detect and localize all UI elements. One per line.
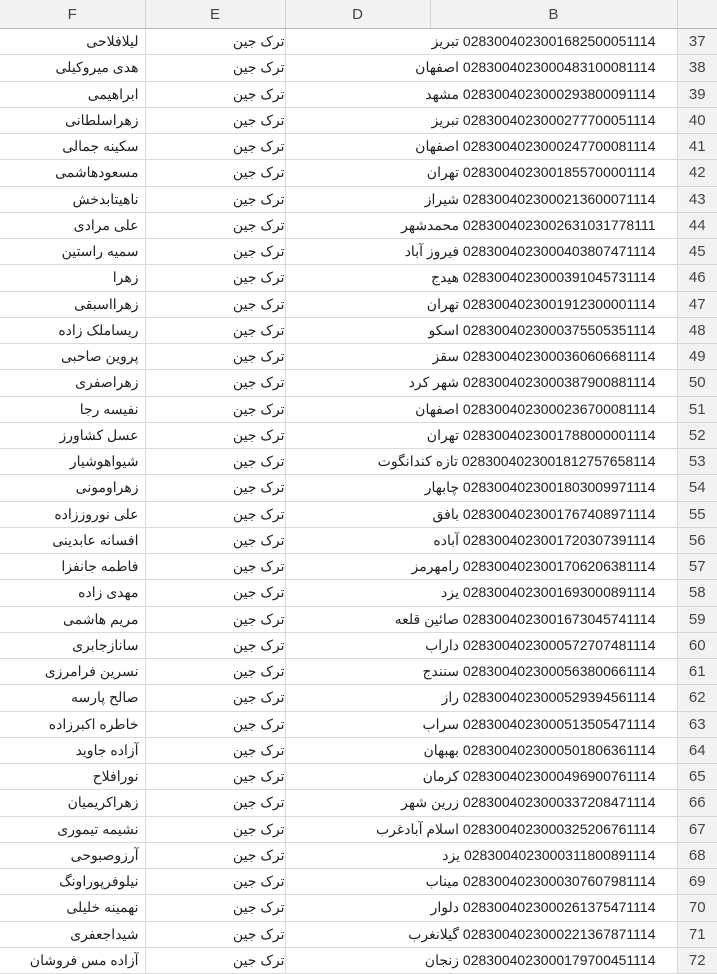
- city-name: زرین شهر: [401, 794, 460, 811]
- cell-code[interactable]: [285, 606, 677, 632]
- cell-code[interactable]: [285, 317, 677, 343]
- cell-tag[interactable]: ترک جین: [145, 160, 285, 186]
- code-number: 0283004023000501806361114: [462, 741, 656, 758]
- cell-tag[interactable]: ترک جین: [145, 580, 285, 606]
- table-row: [0, 29, 717, 55]
- cell-code[interactable]: [285, 29, 677, 55]
- table-row: [0, 632, 717, 658]
- cell-name[interactable]: هدی میروکیلی: [0, 55, 145, 81]
- table-row: [0, 764, 717, 790]
- row-number[interactable]: 69: [677, 869, 717, 895]
- table-row: [0, 580, 717, 606]
- cell-tag[interactable]: ترک جین: [145, 869, 285, 895]
- cell-tag[interactable]: ترک جین: [145, 895, 285, 921]
- code-number: 0283004023000403807471114: [462, 243, 656, 260]
- city-name: رامهرمز: [411, 558, 460, 575]
- city-name: تهران: [426, 164, 460, 181]
- cell-tag[interactable]: ترک جین: [145, 685, 285, 711]
- row-number[interactable]: 58: [677, 580, 717, 606]
- city-name: تازه کندانگوت: [377, 453, 458, 470]
- row-number[interactable]: 68: [677, 842, 717, 868]
- cell-tag[interactable]: ترک جین: [145, 475, 285, 501]
- cell-code[interactable]: [285, 659, 677, 685]
- city-name: بهبهان: [423, 741, 460, 758]
- cell-code[interactable]: [285, 632, 677, 658]
- cell-name[interactable]: ناهیتابدخش: [0, 186, 145, 212]
- cell-name[interactable]: آزاده مس فروشان: [0, 947, 145, 973]
- table-row: [0, 81, 717, 107]
- row-number[interactable]: 40: [677, 107, 717, 133]
- row-number[interactable]: 37: [677, 29, 717, 55]
- cell-name[interactable]: زهراکریمیان: [0, 790, 145, 816]
- cell-tag[interactable]: ترک جین: [145, 134, 285, 160]
- cell-tag[interactable]: ترک جین: [145, 107, 285, 133]
- code-number: 0283004023000261375471114: [462, 899, 656, 916]
- code-number: 0283004023000179700451114: [462, 951, 656, 968]
- cell-name[interactable]: ابراهیمی: [0, 81, 145, 107]
- city-name: تهران: [426, 295, 460, 312]
- code-number: 0283004023000496900761114: [462, 768, 656, 785]
- cell-tag[interactable]: ترک جین: [145, 711, 285, 737]
- table-row: [0, 370, 717, 396]
- row-number[interactable]: 53: [677, 449, 717, 475]
- city-name: شهر کرد: [408, 374, 460, 391]
- cell-code[interactable]: [285, 685, 677, 711]
- cell-name[interactable]: علی مرادی: [0, 212, 145, 238]
- table-row: [0, 790, 717, 816]
- code-number: 0283004023001812757658114: [461, 453, 656, 470]
- table-row: [0, 212, 717, 238]
- code-number: 0283004023001673045741114: [462, 610, 656, 627]
- row-number[interactable]: 39: [677, 81, 717, 107]
- row-number[interactable]: 51: [677, 396, 717, 422]
- code-number: 0283004023000293800091114: [462, 85, 656, 102]
- column-header-d[interactable]: D: [285, 0, 430, 29]
- cell-code[interactable]: [285, 396, 677, 422]
- cell-tag[interactable]: ترک جین: [145, 344, 285, 370]
- table-row: [0, 107, 717, 133]
- code-number: 0283004023001767408971114: [462, 505, 656, 522]
- cell-tag[interactable]: ترک جین: [145, 212, 285, 238]
- code-number: 0283004023000277700051114: [462, 111, 656, 128]
- cell-name[interactable]: شیداجعفری: [0, 921, 145, 947]
- cell-name[interactable]: نورافلاح: [0, 764, 145, 790]
- city-name: تبریز: [431, 111, 460, 128]
- table-row: [0, 921, 717, 947]
- city-name: دلوار: [430, 899, 460, 916]
- cell-name[interactable]: علی نوروززاده: [0, 501, 145, 527]
- table-row: [0, 501, 717, 527]
- column-header-e[interactable]: E: [145, 0, 285, 29]
- cell-tag[interactable]: ترک جین: [145, 291, 285, 317]
- city-name: اصفهان: [415, 59, 460, 76]
- cell-name[interactable]: نیلوفرپوراونگ: [0, 869, 145, 895]
- row-number[interactable]: 42: [677, 160, 717, 186]
- code-number: 0283004023000236700081114: [462, 400, 656, 417]
- table-row: [0, 160, 717, 186]
- row-number[interactable]: 45: [677, 239, 717, 265]
- code-number: 0283004023000311800891114: [463, 846, 656, 863]
- city-name: فیروز آباد: [404, 243, 460, 260]
- row-number[interactable]: 47: [677, 291, 717, 317]
- code-number: 0283004023000572707481114: [462, 636, 656, 653]
- cell-tag[interactable]: ترک جین: [145, 81, 285, 107]
- table-row: [0, 186, 717, 212]
- cell-code[interactable]: [285, 947, 677, 973]
- cell-tag[interactable]: ترک جین: [145, 947, 285, 973]
- table-row: [0, 291, 717, 317]
- cell-code[interactable]: [285, 81, 677, 107]
- cell-tag[interactable]: ترک جین: [145, 239, 285, 265]
- cell-code[interactable]: [285, 422, 677, 448]
- row-number[interactable]: 63: [677, 711, 717, 737]
- code-number: 0283004023000483100081114: [462, 59, 656, 76]
- city-name: داراب: [425, 636, 460, 653]
- cell-code[interactable]: [285, 291, 677, 317]
- row-number[interactable]: 66: [677, 790, 717, 816]
- cell-name[interactable]: شیواهوشیار: [0, 449, 145, 475]
- code-number: 0283004023000360606681114: [462, 348, 656, 365]
- table-row: [0, 317, 717, 343]
- cell-code[interactable]: [285, 186, 677, 212]
- city-name: مشهد: [425, 85, 460, 102]
- code-number: 0283004023001788000001114: [462, 426, 656, 443]
- table-row: [0, 869, 717, 895]
- code-number: 0283004023000375505351114: [462, 321, 656, 338]
- code-number: 0283004023000391045731114: [462, 269, 656, 286]
- cell-code[interactable]: [285, 895, 677, 921]
- table-row: [0, 606, 717, 632]
- city-name: راز: [441, 689, 460, 706]
- table-row: [0, 422, 717, 448]
- cell-code[interactable]: [285, 790, 677, 816]
- cell-code[interactable]: [285, 475, 677, 501]
- code-number: 0283004023000387900881114: [462, 374, 656, 391]
- city-name: بافق: [432, 505, 460, 522]
- row-number[interactable]: 60: [677, 632, 717, 658]
- cell-tag[interactable]: ترک جین: [145, 186, 285, 212]
- table-row: [0, 344, 717, 370]
- row-number[interactable]: 71: [677, 921, 717, 947]
- row-number[interactable]: 44: [677, 212, 717, 238]
- cell-name[interactable]: خاطره اکبرزاده: [0, 711, 145, 737]
- table-row: [0, 239, 717, 265]
- code-number: 0283004023000325206761114: [462, 820, 656, 837]
- table-row: [0, 449, 717, 475]
- column-header-row: [0, 0, 717, 29]
- cell-name[interactable]: سانازجابری: [0, 632, 145, 658]
- column-header-f[interactable]: F: [0, 0, 145, 29]
- table-row: [0, 527, 717, 553]
- row-number[interactable]: 54: [677, 475, 717, 501]
- table-row: [0, 711, 717, 737]
- code-number: 0283004023000529394561114: [462, 689, 656, 706]
- cell-code[interactable]: [285, 107, 677, 133]
- column-header-b[interactable]: B: [430, 0, 677, 29]
- cell-name[interactable]: زهرا: [0, 265, 145, 291]
- city-name: اصفهان: [415, 138, 460, 155]
- cell-tag[interactable]: ترک جین: [145, 501, 285, 527]
- code-number: 0283004023001855700001114: [462, 164, 656, 181]
- city-name: زنجان: [424, 951, 460, 968]
- cell-name[interactable]: زهراومونی: [0, 475, 145, 501]
- code-number: 0283004023001693000891114: [462, 584, 656, 601]
- city-name: یزد: [441, 584, 460, 601]
- code-number: 0283004023001706206381114: [462, 558, 656, 575]
- code-number: 0283004023001912300001114: [462, 295, 656, 312]
- cell-tag[interactable]: ترک جین: [145, 449, 285, 475]
- table-row: [0, 895, 717, 921]
- cell-code[interactable]: [285, 212, 677, 238]
- cell-code[interactable]: [285, 55, 677, 81]
- table-row: [0, 737, 717, 763]
- table-row: [0, 842, 717, 868]
- cell-code[interactable]: [285, 921, 677, 947]
- cell-code[interactable]: [285, 580, 677, 606]
- row-number[interactable]: 62: [677, 685, 717, 711]
- city-name: اسکو: [428, 321, 460, 338]
- city-name: آباده: [433, 531, 460, 548]
- city-name: اصفهان: [415, 400, 460, 417]
- row-number[interactable]: 48: [677, 317, 717, 343]
- code-number: 0283004023000513505471114: [462, 715, 656, 732]
- table-row: [0, 265, 717, 291]
- table-row: [0, 947, 717, 973]
- cell-name[interactable]: پروین صاحبی: [0, 344, 145, 370]
- table-row: [0, 396, 717, 422]
- cell-name[interactable]: مسعودهاشمی: [0, 160, 145, 186]
- row-number[interactable]: 46: [677, 265, 717, 291]
- cell-code[interactable]: [285, 239, 677, 265]
- city-name: اسلام آبادغرب: [375, 820, 460, 837]
- cell-name[interactable]: سکینه جمالی: [0, 134, 145, 160]
- cell-name[interactable]: نسرین فرامرزی: [0, 659, 145, 685]
- table-row: [0, 685, 717, 711]
- table-row: [0, 659, 717, 685]
- cell-name[interactable]: مریم هاشمی: [0, 606, 145, 632]
- cell-tag[interactable]: ترک جین: [145, 632, 285, 658]
- cell-code[interactable]: [285, 501, 677, 527]
- code-number: 0283004023000247700081114: [462, 138, 656, 155]
- cell-tag[interactable]: ترک جین: [145, 606, 285, 632]
- cell-tag[interactable]: ترک جین: [145, 527, 285, 553]
- cell-tag[interactable]: ترک جین: [145, 396, 285, 422]
- cell-code[interactable]: [285, 737, 677, 763]
- cell-tag[interactable]: ترک جین: [145, 554, 285, 580]
- table-row: [0, 816, 717, 842]
- cell-name[interactable]: افسانه عابدینی: [0, 527, 145, 553]
- grid-body: [0, 29, 717, 974]
- row-number[interactable]: 67: [677, 816, 717, 842]
- city-name: تهران: [426, 426, 460, 443]
- cell-tag[interactable]: ترک جین: [145, 422, 285, 448]
- row-number[interactable]: 49: [677, 344, 717, 370]
- cell-tag[interactable]: ترک جین: [145, 790, 285, 816]
- city-name: تبریز: [431, 33, 460, 50]
- code-number: 0283004023001803009971114: [462, 479, 656, 496]
- cell-tag[interactable]: ترک جین: [145, 737, 285, 763]
- row-number[interactable]: 41: [677, 134, 717, 160]
- cell-code[interactable]: [285, 816, 677, 842]
- code-number: 0283004023000563800661114: [462, 663, 656, 680]
- cell-code[interactable]: [285, 265, 677, 291]
- city-name: سقز: [432, 348, 460, 365]
- cell-code[interactable]: [285, 842, 677, 868]
- code-number: 0283004023001720307391114: [462, 531, 656, 548]
- cell-name[interactable]: زهراصفری: [0, 370, 145, 396]
- table-row: [0, 475, 717, 501]
- cell-code[interactable]: [285, 370, 677, 396]
- row-number[interactable]: 65: [677, 764, 717, 790]
- cell-code[interactable]: [285, 344, 677, 370]
- cell-name[interactable]: عسل کشاورز: [0, 422, 145, 448]
- cell-name[interactable]: آرزوصبوحی: [0, 842, 145, 868]
- cell-name[interactable]: زهراسلطانی: [0, 107, 145, 133]
- cell-name[interactable]: نهمینه خلیلی: [0, 895, 145, 921]
- cell-name[interactable]: صالح پارسه: [0, 685, 145, 711]
- cell-code[interactable]: [285, 160, 677, 186]
- cell-name[interactable]: سمیه راستین: [0, 239, 145, 265]
- cell-tag[interactable]: ترک جین: [145, 265, 285, 291]
- row-number[interactable]: 61: [677, 659, 717, 685]
- city-name: محمدشهر: [401, 216, 460, 233]
- cell-tag[interactable]: ترک جین: [145, 55, 285, 81]
- row-number[interactable]: 72: [677, 947, 717, 973]
- cell-code[interactable]: [285, 527, 677, 553]
- cell-code[interactable]: [285, 554, 677, 580]
- cell-tag[interactable]: ترک جین: [145, 842, 285, 868]
- city-name: سنندج: [422, 663, 460, 680]
- cell-tag[interactable]: ترک جین: [145, 370, 285, 396]
- cell-name[interactable]: فاطمه جانفزا: [0, 554, 145, 580]
- cell-name[interactable]: ریساملک زاده: [0, 317, 145, 343]
- table-row: [0, 134, 717, 160]
- row-number[interactable]: 38: [677, 55, 717, 81]
- cell-name[interactable]: لیلافلاحی: [0, 29, 145, 55]
- cell-code[interactable]: [285, 449, 677, 475]
- city-name: شیراز: [424, 190, 460, 207]
- city-name: صائین قلعه: [394, 610, 460, 627]
- row-number[interactable]: 70: [677, 895, 717, 921]
- cell-code[interactable]: [285, 869, 677, 895]
- city-name: میناب: [425, 873, 460, 890]
- row-number[interactable]: 55: [677, 501, 717, 527]
- city-name: هیدج: [431, 269, 460, 286]
- code-number: 0283004023000337208471114: [462, 794, 656, 811]
- row-number[interactable]: 52: [677, 422, 717, 448]
- cell-tag[interactable]: ترک جین: [145, 317, 285, 343]
- row-number[interactable]: 57: [677, 554, 717, 580]
- city-name: گیلانغرب: [408, 925, 460, 942]
- city-name: یزد: [442, 846, 461, 863]
- code-number: 0283004023002631031778111: [462, 216, 656, 233]
- select-all-corner[interactable]: [677, 0, 717, 29]
- cell-tag[interactable]: ترک جین: [145, 659, 285, 685]
- cell-code[interactable]: [285, 711, 677, 737]
- cell-name[interactable]: نشیمه تیموری: [0, 816, 145, 842]
- row-number[interactable]: 64: [677, 737, 717, 763]
- cell-code[interactable]: [285, 764, 677, 790]
- row-number[interactable]: 43: [677, 186, 717, 212]
- row-number[interactable]: 59: [677, 606, 717, 632]
- code-number: 0283004023000307607981114: [462, 873, 656, 890]
- cell-code[interactable]: [285, 134, 677, 160]
- city-name: چابهار: [424, 479, 460, 496]
- code-number: 0283004023001682500051114: [462, 33, 656, 50]
- cell-name[interactable]: مهدی زاده: [0, 580, 145, 606]
- code-number: 0283004023000213600071114: [462, 190, 656, 207]
- cell-name[interactable]: زهرااسبقی: [0, 291, 145, 317]
- table-row: [0, 554, 717, 580]
- cell-tag[interactable]: ترک جین: [145, 764, 285, 790]
- cell-name[interactable]: آزاده جاوید: [0, 737, 145, 763]
- cell-tag[interactable]: ترک جین: [145, 29, 285, 55]
- city-name: کرمان: [422, 768, 460, 785]
- cell-tag[interactable]: ترک جین: [145, 921, 285, 947]
- row-number[interactable]: 56: [677, 527, 717, 553]
- row-number[interactable]: 50: [677, 370, 717, 396]
- table-row: [0, 55, 717, 81]
- cell-name[interactable]: نفیسه رجا: [0, 396, 145, 422]
- code-number: 0283004023000221367871114: [462, 925, 656, 942]
- city-name: سراب: [422, 715, 460, 732]
- cell-tag[interactable]: ترک جین: [145, 816, 285, 842]
